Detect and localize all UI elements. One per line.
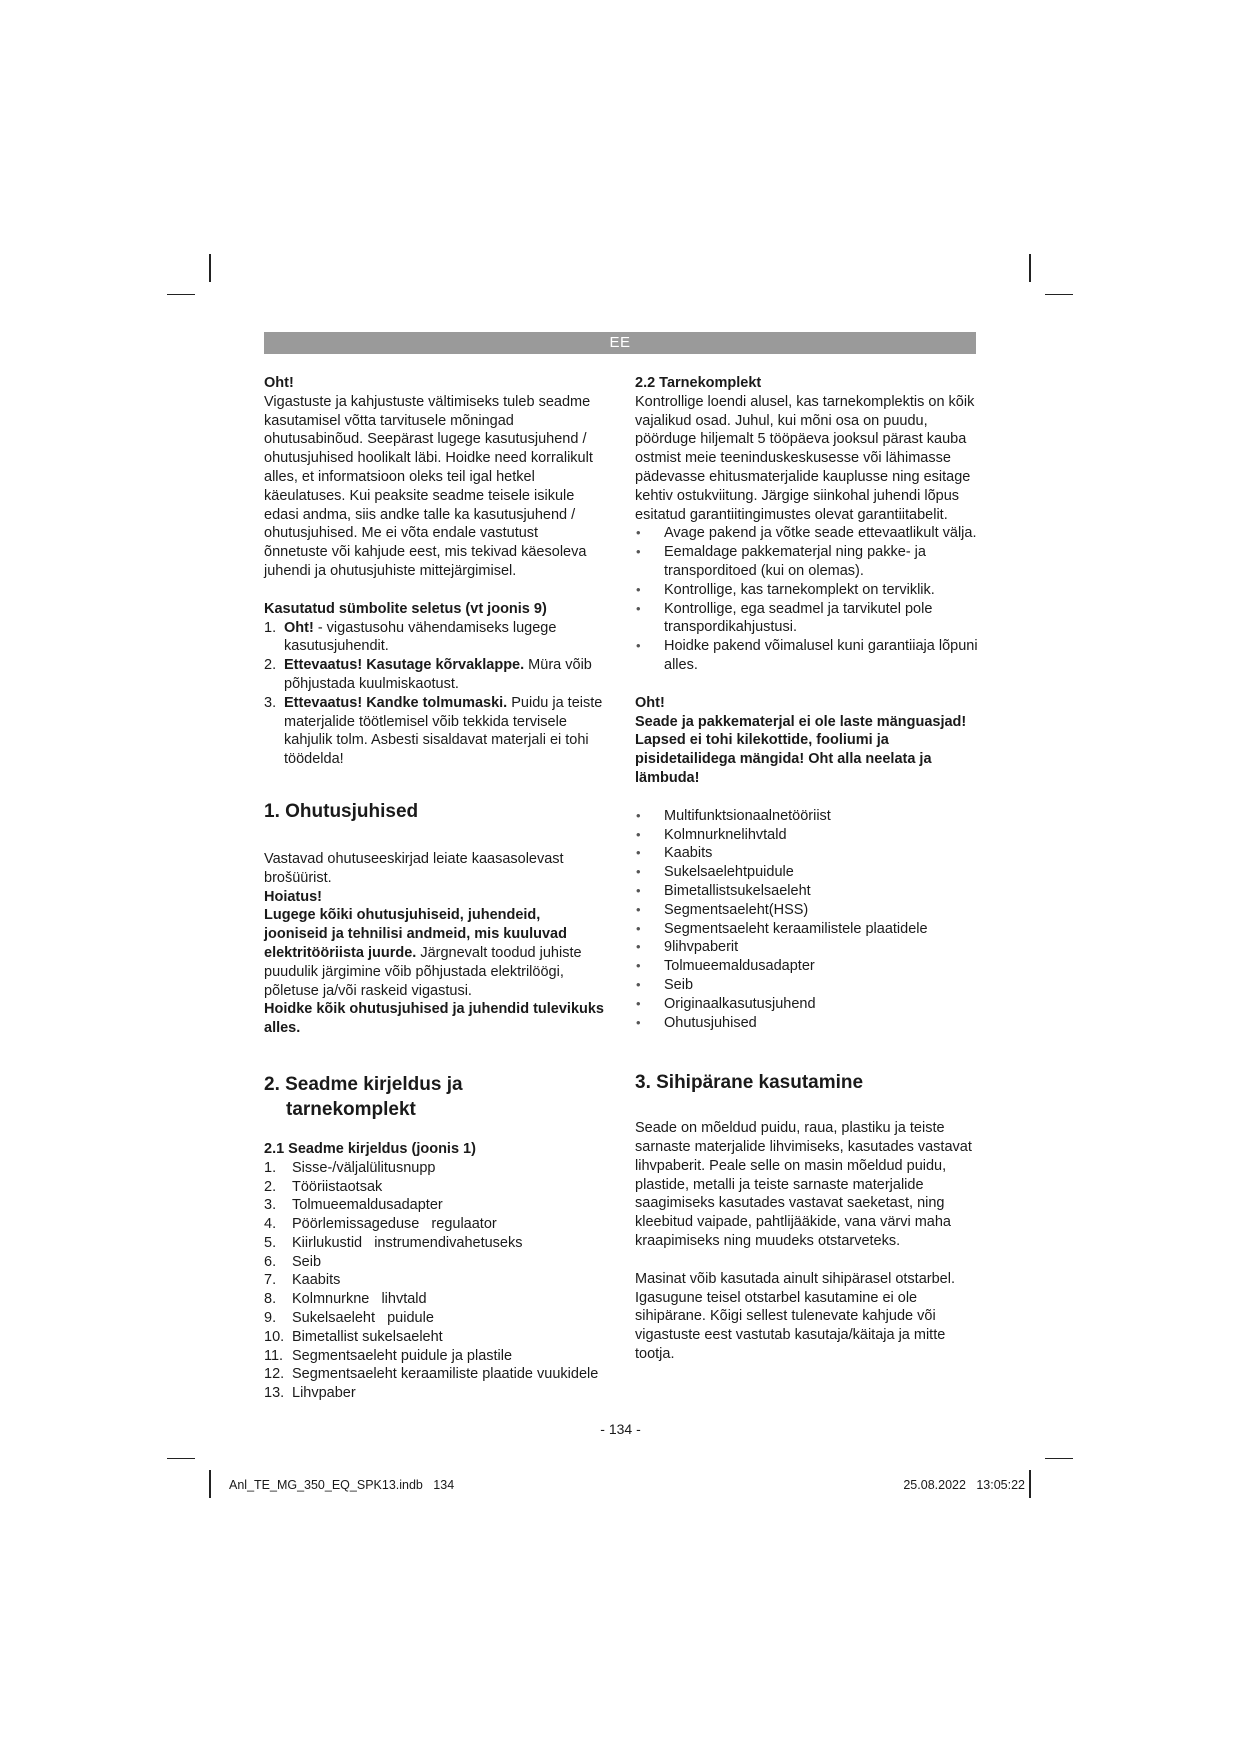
crop-mark [209, 254, 211, 282]
crop-mark [1045, 294, 1073, 295]
bullet-icon: • [636, 920, 641, 936]
page-number: - 134 - [600, 1421, 641, 1437]
crop-mark [1029, 254, 1031, 282]
hoiatus-label: Hoiatus! [264, 888, 322, 905]
bullet-icon: • [636, 958, 641, 974]
list-item: • 9lihvpaberit [636, 939, 739, 956]
list-item: • Segmentsaeleht keraamilistele plaatidele [636, 920, 928, 937]
bullet-icon: • [636, 544, 641, 560]
bullet-icon: • [636, 600, 641, 616]
list-item: 6. Seib [264, 1253, 322, 1270]
section-2-title: 2. Seadme kirjeldus ja [264, 1073, 463, 1095]
section-1-keep-note: Hoidke kõik ohutusjuhised ja juhendid tulevikuks alles. [264, 1001, 604, 1037]
unpacking-steps [635, 524, 980, 674]
section-2-2-text: Kontrollige loendi alusel, kas tarnekomplektis on kõik vajalikud osad. Juhul, kui mõni osa on puudu, pöörduge hiljemalt 5 tööpäeva jooksul pärast kauba ostmist meie teeninduskeskusesse või lähimasse pädevasse ehitusmaterjalide kauplusse ning esitage kehtiv ostukviitung. Järgige siinkohal juhendi lõpus esitatud garantiitingimustes olevat garantiitabelit. [635, 393, 975, 523]
list-item: 12. Segmentsaeleht keraamiliste plaatide vuukidele [264, 1366, 599, 1383]
section-2-1-title: 2.1 Seadme kirjeldus (joonis 1) [264, 1140, 476, 1157]
list-item: 2. Ettevaatus! Kasutage kõrvaklappe. Müra võib põhjustada kuulmiskaotust. [264, 657, 592, 692]
list-item: • Seib [636, 976, 694, 993]
parts-list [264, 1159, 604, 1403]
warning-2-text: Seade ja pakkematerjal ei ole laste mänguasjad! Lapsed ei tohi kilekottide, fooliumi ja pisidetailidega mängida! Oht alla neelata ja lämbuda! [635, 713, 967, 786]
section-2-2-title: 2.2 Tarnekomplekt [635, 375, 762, 391]
list-item: • Tolmueemaldusadapter [636, 958, 815, 975]
footer-timestamp: 25.08.2022 13:05:22 [903, 1478, 1025, 1492]
crop-mark [1029, 1470, 1031, 1498]
bullet-icon: • [636, 525, 641, 541]
list-item: 9. Sukelsaeleht puidule [264, 1310, 434, 1327]
list-item: • Multifunktsionaalnetööriist [636, 807, 831, 824]
list-item: 1. Oht! - vigastusohu vähendamiseks lugege kasutusjuhendit. [264, 619, 557, 655]
left-column [264, 374, 604, 1403]
bullet-icon: • [636, 845, 641, 861]
list-item: 3. Tolmueemaldusadapter [264, 1197, 443, 1214]
bullet-icon: • [636, 638, 641, 654]
section-1-warning: Lugege kõiki ohutusjuhiseid, juhendeid, jooniseid ja tehnilisi andmeid, mis kuuluvad elektritööriista juurde. Järgnevalt toodud juhiste puudulik järgimine võib põhjustada elektrilöögi, põletuse ja/või raskeid vigastusi. [264, 907, 582, 999]
crop-mark [167, 294, 195, 295]
list-item: 3. Ettevaatus! Kandke tolmumaski. Puidu ja teiste materjalide töötlemisel võib tekkida tervisele kahjulik tolm. Asbesti sisaldavat materjali ei tohi töödelda! [264, 694, 603, 768]
list-item: • Segmentsaeleht(HSS) [636, 901, 809, 918]
right-column [635, 374, 980, 1364]
list-item: 4. Pöörlemissageduse regulaator [264, 1216, 497, 1233]
list-item: 7. Kaabits [264, 1272, 341, 1289]
list-item: 11. Segmentsaeleht puidule ja plastile [264, 1347, 513, 1364]
section-1-title: 1. Ohutusjuhised [264, 800, 419, 822]
list-item: 2. Tööriistaotsak [264, 1178, 383, 1195]
warning-2-title: Oht! [635, 694, 665, 711]
list-item: 13. Lihvpaber [264, 1385, 356, 1402]
list-item: 10. Bimetallist sukelsaeleht [264, 1328, 443, 1345]
bullet-icon: • [636, 976, 641, 992]
list-item: • Kaabits [636, 845, 713, 862]
bullet-icon: • [636, 807, 641, 823]
contents-list [635, 807, 980, 1033]
symbols-list [264, 619, 604, 769]
crop-mark [209, 1470, 211, 1498]
section-3-title: 3. Sihipärane kasutamine [635, 1072, 864, 1094]
section-2-title-cont: tarnekomplekt [286, 1098, 416, 1120]
bullet-icon: • [636, 581, 641, 597]
bullet-icon: • [636, 995, 641, 1011]
footer-file-name: Anl_TE_MG_350_EQ_SPK13.indb 134 [229, 1478, 455, 1492]
list-item: • Eemaldage pakkematerjal ning pakke- ja transporditoed (kui on olemas). [636, 544, 926, 579]
warning-text: Vigastuste ja kahjustuste vältimiseks tuleb seadme kasutamisel võtta tarvitusele mõningad ohutusabinõud. Seepärast lugege kasutusjuhend / ohutusjuhised hoolikalt läbi. Hoidke need korralikult alles, et informatsioon oleks teil igal hetkel käeulatuses. Kui peaksite seadme teisele isikule edasi andma, siis andke talle ka kasutusjuhend / ohutusjuhised. Me ei võta endale vastutust õnnetuste või kahjude eest, mis tekivad käesoleva juhendi ja ohutusjuhiste mittejärgimisel. [264, 393, 593, 579]
list-item: • Ohutusjuhised [636, 1014, 757, 1031]
list-item: • Kontrollige, ega seadmel ja tarvikutel pole transpordikahjustusi. [636, 600, 933, 636]
list-item: 5. Kiirlukustid instrumendivahetuseks [264, 1234, 523, 1251]
list-item: • Kontrollige, kas tarnekomplekt on terviklik. [636, 581, 935, 598]
section-3-text-2: Masinat võib kasutada ainult sihipärasel otstarbel. Igasugune teisel otstarbel kasutamine ei ole sihipärane. Kõigi sellest tulenevate kahjude või vigastuste eest vastutab kasutaja/käitaja ja mitte tootja. [635, 1270, 955, 1363]
list-item: • Originaalkasutusjuhend [636, 995, 816, 1012]
section-3-text-1: Seade on mõeldud puidu, raua, plastiku ja teiste sarnaste materjalide lihvimiseks, kasutades vastavat lihvpaberit. Peale selle on masin mõeldud puidu, plastide, metalli ja teiste sarnaste materjalide saagimiseks kasutades vastavat saeketast, ning kleebitud vaipade, pahtlijääkide, vana värvi maha kraapimiseks ning muudeks otstarveteks. [635, 1120, 972, 1250]
section-1-text: Vastavad ohutuseeskirjad leiate kaasasolevast brošüürist. [264, 850, 564, 886]
bullet-icon: • [636, 1014, 641, 1030]
crop-mark [1045, 1458, 1073, 1459]
list-item: 8. Kolmnurkne lihvtald [264, 1291, 427, 1308]
list-item: • Hoidke pakend võimalusel kuni garantiiaja lõpuni alles. [636, 638, 978, 673]
language-header-bar: EE [264, 332, 976, 354]
warning-title: Oht! [264, 375, 294, 391]
list-item: • Sukelsaelehtpuidule [636, 864, 794, 881]
bullet-icon: • [636, 882, 641, 898]
list-item: • Avage pakend ja võtke seade ettevaatlikult välja. [636, 525, 977, 542]
bullet-icon: • [636, 864, 641, 880]
bullet-icon: • [636, 826, 641, 842]
list-item: • Kolmnurknelihvtald [636, 826, 787, 843]
bullet-icon: • [636, 901, 641, 917]
list-item: 1. Sisse-/väljalülitusnupp [264, 1159, 436, 1176]
bullet-icon: • [636, 939, 641, 955]
symbols-title: Kasutatud sümbolite seletus (vt joonis 9) [264, 600, 547, 617]
list-item: • Bimetallistsukelsaeleht [636, 882, 811, 899]
crop-mark [167, 1458, 195, 1459]
